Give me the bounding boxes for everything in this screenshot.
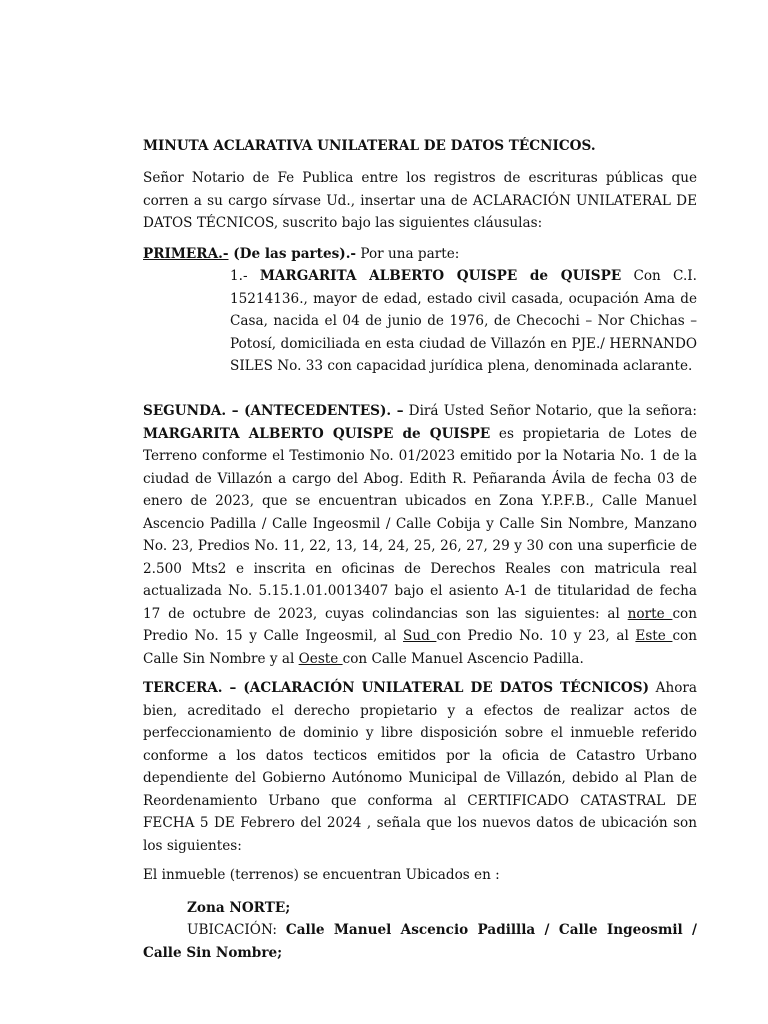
- boundary-oeste: Oeste: [298, 650, 343, 667]
- clause-primera: [143, 243, 697, 266]
- ubicacion-line: [143, 919, 697, 964]
- clause-segunda: [143, 400, 697, 670]
- boundary-norte-text: con Predio No. 15 y Calle Ingeosmil, al: [143, 605, 697, 644]
- party-item: [230, 265, 697, 378]
- owner-name: MARGARITA ALBERTO QUISPE de QUISPE: [143, 425, 491, 442]
- boundary-norte: norte: [627, 605, 673, 622]
- boundary-sud: Sud: [403, 628, 437, 644]
- zona-line: Zona NORTE;: [187, 900, 291, 916]
- clause-primera-text: Por una parte:: [356, 246, 460, 262]
- boundary-este-text: con Calle Sin Nombre y al: [143, 628, 697, 667]
- clause-tercera-heading: TERCERA. – (ACLARACIÓN UNILATERAL DE DATOS TÉCNICOS): [143, 680, 650, 696]
- party-details: Con C.I. 15214136., mayor de edad, estado civil casada, ocupación Ama de Casa, nacida el 04 de junio de 1976, de Checochi – Nor Chichas – Potosí, domiciliada en esta ciudad de Villazón en PJE./ HERNANDO SILES No. 33 con capacidad jurídica plena, denominada aclarante.: [230, 268, 697, 374]
- boundary-sud-text: con Predio No. 10 y 23, al: [436, 628, 636, 644]
- party-name: MARGARITA ALBERTO QUISPE de QUISPE: [259, 268, 622, 284]
- party-item-number: 1.-: [230, 268, 260, 284]
- ubicacion-label: UBICACIÓN:: [187, 922, 286, 938]
- clause-primera-label: PRIMERA.-: [143, 246, 229, 262]
- clause-segunda-text: es propietaria de Lotes de Terreno conforme el Testimonio No. 01/2023 emitido por la Notaria No. 1 de la ciudad de Villazón a cargo del Abog. Edith R. Peñaranda Ávila de fecha 03 de enero de 2023, que se encuentran ubicados en Zona Y.P.F.B., Calle Manuel Ascencio Padilla / Calle Ingeosmil / Calle Cobija y Calle Sin Nombre, Manzano No. 23, Predios No. 11, 22, 13, 14, 24, 25, 26, 27, 29 y 30 con una superficie de 2.500 Mts2 e inscrita en oficinas de Derechos Reales con matricula real actualizada No. 5.15.1.01.0013407 bajo el asiento A-1 de titularidad de fecha 17 de octubre de 2023, cuyas colindancias son las siguientes: al: [143, 425, 697, 622]
- clause-tercera-text: Ahora bien, acreditado el derecho propietario y a efectos de realizar actos de perfeccionamiento de dominio y libre disposición sobre el inmueble referido conforme a los datos tecticos emitidos por la oficia de Catastro Urbano dependiente del Gobierno Autónomo Municipal de Villazón, debido al Plan de Reordenamiento Urbano que conforma al CERTIFICADO CATASTRAL DE FECHA 5 DE Febrero del 2024 , señala que los nuevos datos de ubicación son los siguientes:: [143, 680, 697, 854]
- clause-tercera: [143, 677, 697, 857]
- clause-segunda-heading: SEGUNDA. – (ANTECEDENTES). –: [143, 403, 404, 419]
- document-title: MINUTA ACLARATIVA UNILATERAL DE DATOS TÉCNICOS.: [143, 138, 596, 154]
- boundary-este: Este: [635, 628, 673, 644]
- intro-paragraph: Señor Notario de Fe Publica entre los registros de escrituras públicas que corren a su cargo sírvase Ud., insertar una de ACLARACIÓN UNILATERAL DE DATOS TÉCNICOS, suscrito bajo las siguientes cláusulas:: [143, 170, 697, 231]
- inmueble-paragraph: El inmueble (terrenos) se encuentran Ubicados en :: [143, 867, 500, 883]
- clause-segunda-intro: Dirá Usted Señor Notario, que la señora:: [403, 403, 697, 419]
- ubicacion-value: Calle Manuel Ascencio Padillla / Calle Ingeosmil / Calle Sin Nombre;: [143, 922, 698, 961]
- clause-primera-heading: (De las partes).-: [228, 246, 357, 262]
- boundary-oeste-text: con Calle Manuel Ascencio Padilla.: [342, 650, 584, 667]
